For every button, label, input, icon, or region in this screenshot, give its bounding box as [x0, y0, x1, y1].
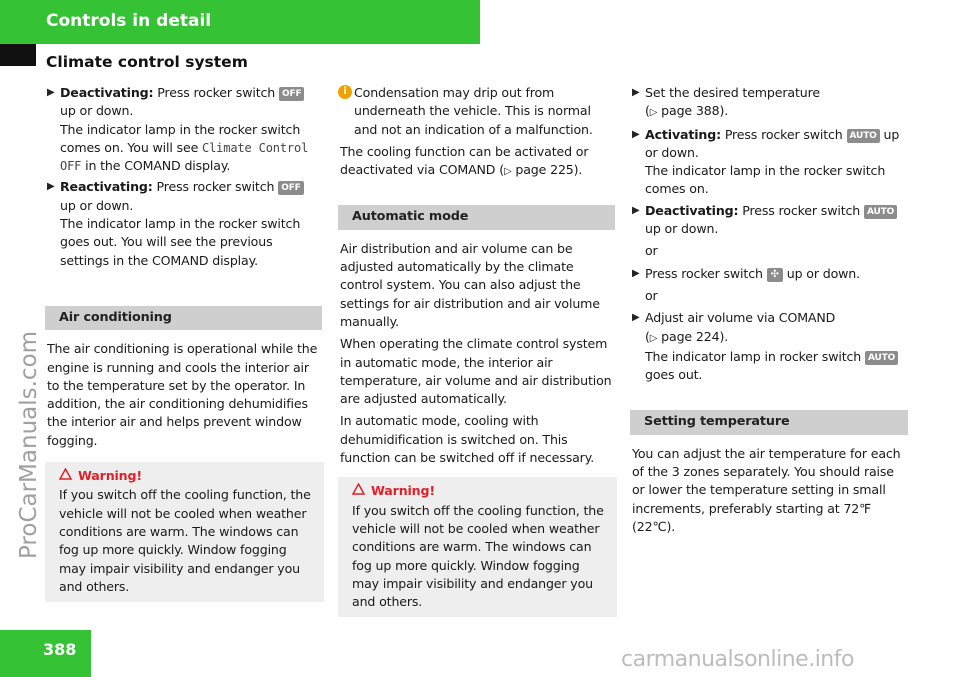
step-text: up or down.	[60, 197, 134, 213]
temperature-text: You can adjust the air temperature for each of the 3 zones separately. You should raise or lower the temperature setting in small increments, preferably starting at 72℉ (22℃).	[632, 445, 901, 534]
arrow-bullet-icon: ▶	[632, 87, 640, 98]
page-number: 388	[43, 640, 77, 659]
step-text: The indicator lamp in the rocker switch comes on.	[645, 163, 886, 197]
page-ref-arrow-icon: ▷	[503, 166, 512, 178]
warning-box	[45, 462, 324, 602]
page-ref-arrow-icon: ▷	[649, 332, 658, 344]
arrow-bullet-icon: ▶	[47, 181, 55, 193]
step-text: Press rocker switch	[645, 265, 763, 281]
arrow-bullet-icon: ▶	[632, 204, 640, 216]
side-watermark: ProCarManuals.com	[16, 330, 42, 560]
info-note	[340, 84, 615, 139]
auto-switch-icon: AUTO	[864, 205, 897, 219]
step-text: Press rocker switch	[724, 126, 843, 142]
step-text: Adjust air volume via COMAND	[645, 310, 836, 326]
warning-title: Warning!	[78, 468, 142, 484]
step-lead: Deactivating:	[60, 85, 154, 100]
column-1	[47, 84, 322, 602]
step-deactivating	[47, 84, 322, 175]
warning-triangle-icon	[59, 468, 72, 480]
step-deactivating	[632, 202, 908, 239]
step-text: The indicator lamp in the rocker switch goes out. You will see the previous settings in the COMAND display.	[60, 216, 301, 268]
chapter-title: Controls in detail	[46, 11, 212, 31]
warning-text: If you switch off the cooling function, the vehicle will not be cooled when weather conditions are warm. The windows can fog up more quickly. Window fogging may impair visibility and endanger you and others.	[59, 487, 311, 594]
step-text: Press rocker switch	[156, 179, 275, 195]
step-adjust-air-volume: ▶ Adjust air volume via COMAND (▷ page 224). The indicator lamp in rocker switch AUTO goes out.	[632, 309, 908, 384]
header-tab-marker	[0, 44, 36, 66]
step-reactivating	[47, 178, 322, 269]
cooling-text	[340, 143, 615, 182]
footer-watermark: carmanualsonline.info	[621, 647, 854, 672]
warning-title-row	[352, 482, 605, 500]
step-text: page 224).	[657, 328, 729, 344]
step-text: up or down.	[786, 265, 860, 281]
arrow-bullet-icon: ▶	[632, 267, 640, 279]
step-text: Press rocker switch	[157, 85, 276, 100]
step-text: Press rocker switch	[742, 202, 861, 218]
auto-paragraph-3: In automatic mode, cooling with dehumidification is switched on. This function can be switched off if necessary.	[340, 413, 595, 466]
warning-text: If you switch off the cooling function, the vehicle will not be cooled when weather conditions are warm. The windows can fog up more quickly. Window fogging may impair visibility and endanger you and others.	[352, 502, 604, 610]
step-text: up or down.	[645, 126, 900, 160]
warning-title: Warning!	[371, 483, 435, 499]
or-separator: or	[645, 243, 658, 259]
warning-box	[338, 477, 617, 617]
column-2	[340, 84, 615, 617]
warning-triangle-icon	[352, 483, 365, 495]
step-text: The indicator lamp in the rocker switch comes on. You will see	[60, 121, 301, 155]
arrow-bullet-icon: ▶	[47, 87, 55, 98]
step-text: up or down.	[645, 221, 719, 237]
arrow-bullet-icon: ▶	[632, 128, 640, 140]
step-text: goes out.	[645, 367, 703, 383]
page-ref-arrow-icon: ▷	[649, 107, 658, 119]
display-message: Climate Control OFF	[60, 140, 309, 174]
step-set-temperature: ▶ Set the desired temperature (▷ page 388).	[632, 85, 820, 119]
or-separator: or	[645, 287, 658, 303]
auto-paragraph-2: When operating the climate control system in automatic mode, the interior air temperature, air volume and air distribution are adjusted automatically.	[340, 336, 612, 407]
off-switch-icon: OFF	[278, 181, 304, 195]
step-text: in the COMAND display.	[85, 158, 231, 174]
step-text: The indicator lamp in rocker switch	[645, 348, 862, 364]
auto-paragraph-1: Air distribution and air volume can be adjusted automatically by the climate control system. You can also adjust the settings for air distribution and air volume manually.	[340, 240, 600, 329]
arrow-bullet-icon: ▶	[632, 312, 640, 324]
section-heading-air-conditioning: Air conditioning	[45, 306, 322, 330]
air-conditioning-text: The air conditioning is operational while the engine is running and cools the interior air to the temperature set by the operator. In addition, the air conditioning dehumidifies the interior air and helps prevent window fogging.	[47, 341, 318, 448]
step-lead: Reactivating:	[60, 179, 153, 195]
step-activating	[632, 126, 908, 199]
step-text: up or down.	[60, 103, 134, 119]
step-lead: Activating:	[645, 126, 721, 142]
section-heading-setting-temperature: Setting temperature	[630, 410, 908, 434]
fan-switch-icon: ✣	[767, 268, 783, 282]
info-text: Condensation may drip out from underneath the vehicle. This is normal and not an indication of a malfunction.	[354, 85, 593, 137]
para-text: The cooling function can be activated or deactivated via COMAND (	[340, 143, 589, 178]
section-heading-automatic-mode: Automatic mode	[338, 205, 615, 229]
para-text: page 225).	[511, 162, 583, 178]
auto-switch-icon: AUTO	[847, 129, 880, 143]
step-text: page 388).	[657, 103, 729, 119]
section-title: Climate control system	[46, 53, 248, 71]
step-press-fan-switch	[632, 265, 908, 283]
step-text: Set the desired temperature	[645, 85, 820, 100]
info-icon: i	[338, 85, 352, 99]
auto-switch-icon: AUTO	[865, 351, 898, 365]
column-3	[632, 84, 908, 540]
warning-title-row	[59, 467, 312, 485]
step-lead: Deactivating:	[645, 202, 739, 218]
off-switch-icon: OFF	[279, 87, 305, 101]
